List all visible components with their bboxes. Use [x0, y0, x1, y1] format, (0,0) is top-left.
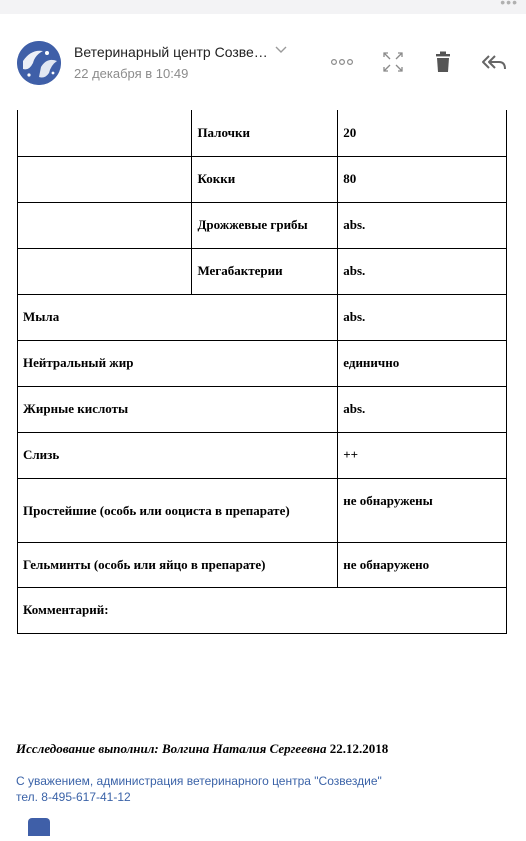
row-value: единично [338, 340, 507, 386]
table-row [18, 110, 507, 156]
regards-text: С уважением, администрация ветеринарного центра "Созвездие" [16, 774, 382, 788]
table-row [18, 542, 507, 587]
phone-text[interactable]: тел. 8-495-617-41-12 [16, 790, 131, 804]
sub-row-label: Кокки [192, 156, 338, 202]
empty-cell [18, 202, 192, 248]
top-strip [0, 0, 526, 14]
row-label: Простейшие (особь или ооциста в препарате) [18, 478, 338, 542]
sender-avatar[interactable] [17, 41, 61, 85]
table-row [18, 587, 507, 633]
email-date: 22 декабря в 10:49 [74, 66, 189, 81]
row-value: ++ [338, 432, 507, 478]
signature-line [16, 741, 388, 757]
sub-row-label: Палочки [192, 110, 338, 156]
sub-row-value: abs. [338, 202, 507, 248]
row-label: Гельминты (особь или яйцо в препарате) [18, 542, 338, 587]
sub-row-label: Дрожжевые грибы [192, 202, 338, 248]
sub-row-value: 80 [338, 156, 507, 202]
sub-row-value: 20 [338, 110, 507, 156]
table-row [18, 340, 507, 386]
table-row [18, 432, 507, 478]
table-row [18, 386, 507, 432]
table-row [18, 478, 507, 542]
analysis-table [17, 110, 507, 634]
top-dots-icon: ••• [500, 0, 518, 10]
comment-label: Комментарий: [18, 587, 507, 633]
sub-row-value: abs. [338, 248, 507, 294]
table-row [18, 156, 507, 202]
row-value: abs. [338, 294, 507, 340]
chevron-down-icon[interactable] [274, 42, 288, 58]
sub-row-label: Мегабактерии [192, 248, 338, 294]
performed-label: Исследование выполнил: [16, 741, 159, 756]
table-row [18, 248, 507, 294]
row-label: Мыла [18, 294, 338, 340]
row-label: Нейтральный жир [18, 340, 338, 386]
row-value: не обнаружено [338, 542, 507, 587]
row-label: Жирные кислоты [18, 386, 338, 432]
row-label: Слизь [18, 432, 338, 478]
empty-cell [18, 110, 192, 156]
reply-all-icon[interactable] [480, 48, 508, 76]
sender-name[interactable]: Ветеринарный центр Созве… [74, 44, 268, 60]
more-dots-icon[interactable] [330, 48, 354, 76]
signature-date: 22.12.2018 [329, 741, 389, 756]
trash-icon[interactable] [432, 48, 454, 76]
empty-cell [18, 248, 192, 294]
footer-logo-icon [28, 818, 50, 836]
expand-arrows-icon[interactable] [380, 48, 406, 76]
constellation-logo-icon [17, 41, 61, 85]
table-row [18, 294, 507, 340]
row-value: abs. [338, 386, 507, 432]
empty-cell [18, 156, 192, 202]
performer-name: Волгина Наталия Сергеевна [162, 741, 327, 756]
table-row [18, 202, 507, 248]
row-value: не обнаружены [338, 478, 507, 542]
